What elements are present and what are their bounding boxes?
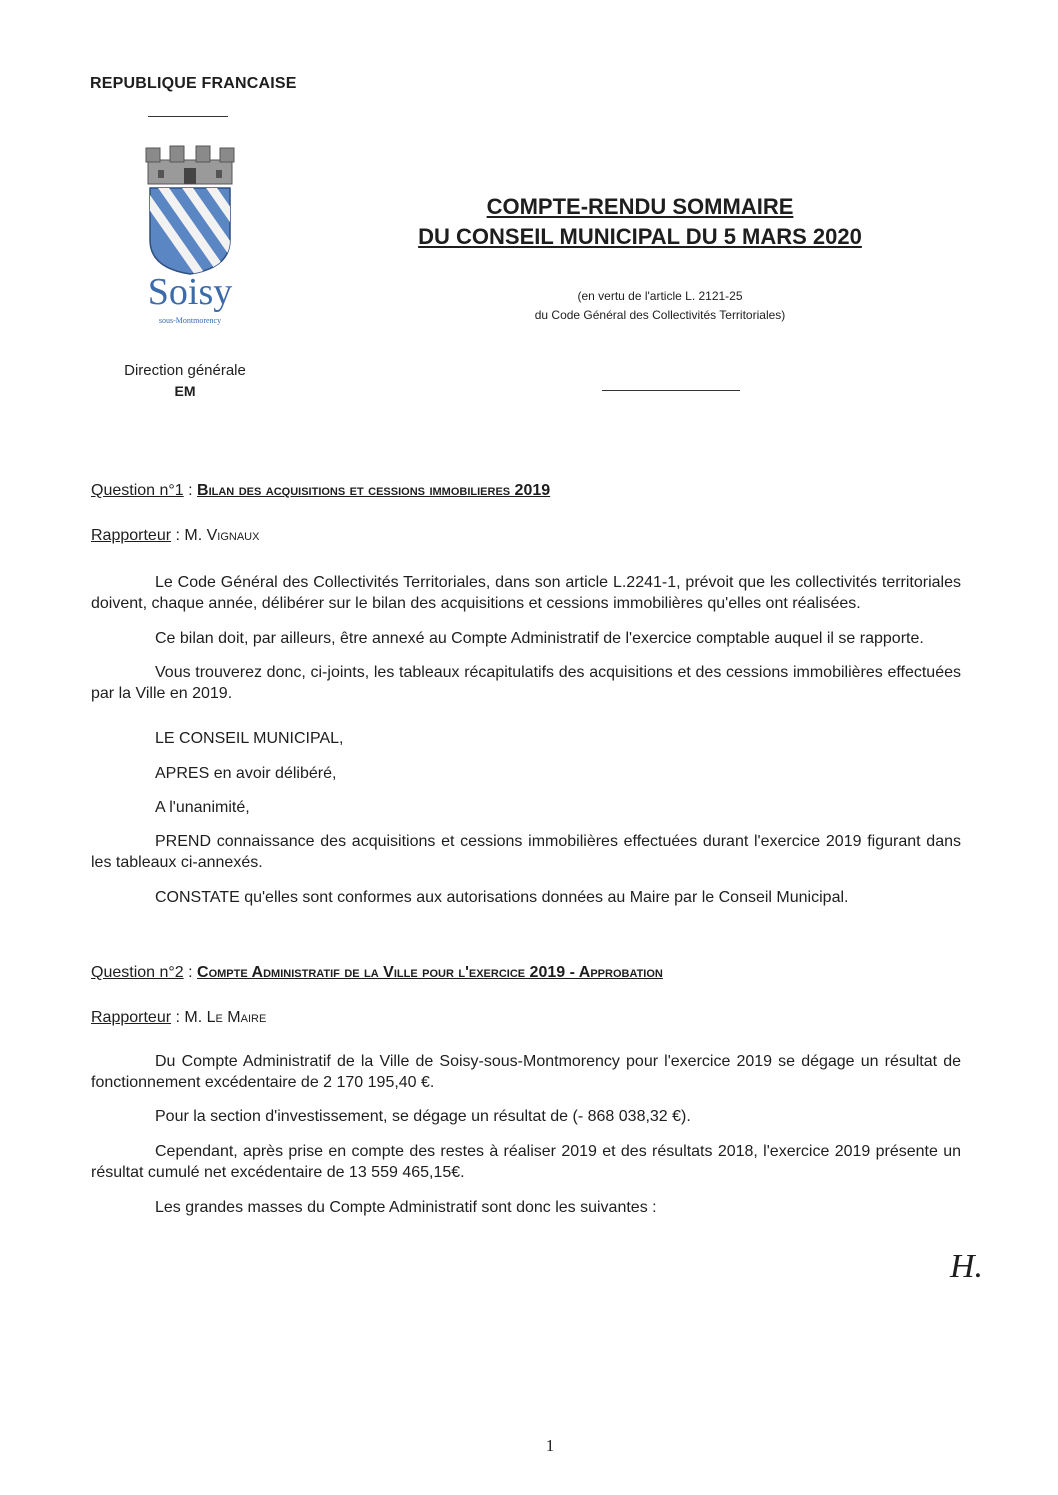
author-initials: EM xyxy=(174,383,196,399)
republic-heading: REPUBLIQUE FRANCAISE xyxy=(90,75,297,92)
question-1-paragraph-1: Le Code Général des Collectivités Territoriales, dans son article L.2241-1, prévoit que les collectivités territoriales doivent, chaque année, délibérer sur le bilan des acquisitions et cessions immobilières qu'elles ont réalisées. xyxy=(91,574,961,612)
direction-label: Direction générale xyxy=(124,362,246,379)
question-2-subject: Compte Administratif de la Ville pour l'exercice 2019 - Approbation xyxy=(197,964,663,981)
legal-reference-line-2: du Code Général des Collectivités Territoriales) xyxy=(534,308,786,322)
city-subtitle-logo-text: sous-Montmorency xyxy=(158,316,222,325)
question-1-separator: : xyxy=(183,482,198,499)
question-2-heading xyxy=(91,964,663,982)
title-separator xyxy=(602,390,740,391)
rapporteur-name: M. Vignaux xyxy=(184,527,260,544)
legal-reference xyxy=(430,287,890,325)
unanimity-line: A l'unanimité, xyxy=(155,799,250,816)
question-1-paragraph-3: Vous trouverez donc, ci-joints, les tableaux récapitulatifs des acquisitions et des cessions immobilières effectuées par la Ville en 2019. xyxy=(91,664,961,702)
question-1-heading xyxy=(91,482,550,500)
question-2-paragraph-2: Pour la section d'investissement, se dégage un résultat de (- 868 038,32 €). xyxy=(155,1108,691,1125)
question-1-rapporteur xyxy=(91,527,259,545)
question-2-paragraph-1: Du Compte Administratif de la Ville de Soisy-sous-Montmorency pour l'exercice 2019 se dégage un résultat de fonctionnement excédentaire de 2 170 195,40 €. xyxy=(91,1053,961,1091)
question-1-label: Question n°1 xyxy=(91,482,184,499)
deliberation-line: APRES en avoir délibéré, xyxy=(155,765,337,782)
page-number: 1 xyxy=(545,1436,555,1455)
rapporteur-label: Rapporteur xyxy=(91,1009,172,1026)
city-name-logo-text: Soisy xyxy=(147,271,233,313)
rapporteur-separator: : xyxy=(171,1009,185,1026)
document-title-line-2: DU CONSEIL MUNICIPAL DU 5 MARS 2020 xyxy=(418,224,862,249)
question-2-rapporteur xyxy=(91,1009,266,1027)
rapporteur-separator: : xyxy=(171,527,185,544)
republic-underline xyxy=(148,116,228,117)
rapporteur-name: M. Le Maire xyxy=(184,1009,267,1026)
legal-reference-line-1: (en vertu de l'article L. 2121-25 xyxy=(577,289,743,303)
handwritten-initial-mark: H. xyxy=(950,1248,984,1285)
question-2-paragraph-3: Cependant, après prise en compte des restes à réaliser 2019 et des résultats 2018, l'exercice 2019 présente un résultat cumulé net excédentaire de 13 559 465,15€. xyxy=(91,1143,961,1181)
question-2-label: Question n°2 xyxy=(91,964,184,981)
question-1-statement: CONSTATE qu'elles sont conformes aux autorisations données au Maire par le Conseil Municipal. xyxy=(155,889,849,906)
question-1-decision: PREND connaissance des acquisitions et cessions immobilières effectuées durant l'exercice 2019 figurant dans les tableaux ci-annexés. xyxy=(91,833,961,871)
question-1-paragraph-2: Ce bilan doit, par ailleurs, être annexé au Compte Administratif de l'exercice comptable auquel il se rapporte. xyxy=(155,630,924,647)
rapporteur-label: Rapporteur xyxy=(91,527,172,544)
question-2-separator: : xyxy=(183,964,198,981)
question-1-subject: Bilan des acquisitions et cessions immobilieres 2019 xyxy=(197,482,551,499)
council-heading: LE CONSEIL MUNICIPAL, xyxy=(155,730,344,747)
city-crest-logo xyxy=(144,140,236,275)
document-title-line-1: COMPTE-RENDU SOMMAIRE xyxy=(486,194,794,219)
question-2-paragraph-4: Les grandes masses du Compte Administratif sont donc les suivantes : xyxy=(155,1199,657,1216)
